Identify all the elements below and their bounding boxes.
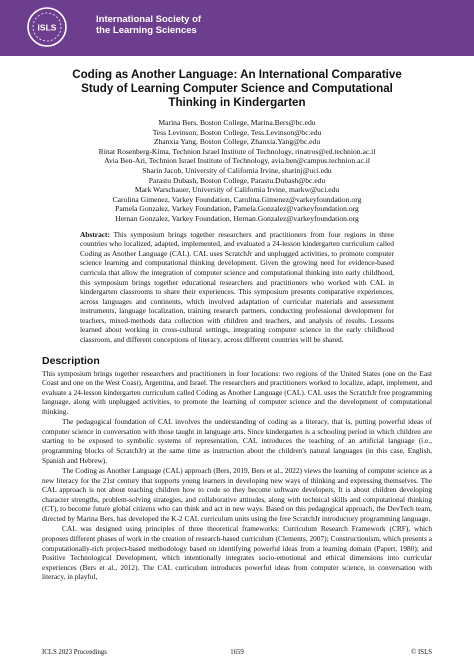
logo-badge-text: ISLS [37,22,57,33]
abstract-label: Abstract: [80,229,110,239]
author-line: Mark Warschauer, University of California Irvine, markw@uci.edu [134,185,340,195]
section-body [42,369,432,582]
paragraph: The pedagogical foundation of CAL involves the understanding of coding as a literacy, that is, putting powerful ideas of computer science in conversation with those taught in language arts. Since kindergarten is a schooling period in which children are starting to be exposed to symbolic systems of representation, CAL introduces the teaching of an artificial language (i.e., programming blocks of ScratchJr) at the same time as instruction about the children's natural languages (in this case, English, Spanish and Hebrew). [42,417,432,465]
section-title: Description [42,354,100,367]
footer-copyright: © ISLS [411,649,432,656]
paper-title: Coding as Another Language: An International Comparative Study of Learning Computer Science and Computational Thinking in Kindergarten [72,68,402,109]
author-line: Avia Ben-Ari, Technion Israel Institute of Technology, avia.ben@campus.technion.ac.il [104,156,370,166]
author-line: Parastu Dubash, Boston College, Parastu.Dubash@bc.edu [148,175,326,185]
footer-proceedings: ICLS 2023 Proceedings [42,649,107,656]
author-line: Hernan Gonzalez, Varkey Foundation, Hernan.Gonzalez@varkeyfoundation.org [115,213,359,223]
author-line: Rinat Rosenberg-Kima, Technion Israel Institute of Technology, rinatros@ed.technion.ac.il [98,146,376,156]
org-name-line1: International Society of [96,14,202,25]
paragraph: The Coding as Another Language (CAL) approach (Bers, 2019, Bers et al., 2022) views the learning of computer science as a new literacy for the 21st century that supports young learners in developing new ways of thinking and expressing themselves. The CAL approach is not about teaching children how to code so they become software developers. It is about children developing character strengths, problem-solving strategies, and collaborative attitudes, along with technical skills and computational thinking (CT), to become future global citizens who can think and act in new ways. Based on this pedagogical approach, the DevTech team, directed by Marina Bers, has developed the K-2 CAL curriculum units using the free ScratchJr introductory programming language. [42,466,432,523]
abstract-text: This symposium brings together researchers and practitioners from four regions in three countries who localized, adapted, implemented, and evaluated a 24-lesson kindergarten curriculum called Coding as Another Language (CAL). CAL uses ScratchJr and unplugged activities, to promote computer science learning and computational thinking development. Given the growing need for evidence-based curricula that allow the integration of computer science and computational thinking into early childhood, this symposium brings together educational researchers and practitioners who worked with CAL in kindergarten classrooms to share their experiences. This symposium presents comparative experiences, across languages and continents, which involved adaptation of curricular materials and assessment instruments, language localization, training research partners, conducting professional development for teachers, mixed-methods data collection with children and teachers, and analysis of results. Lessons learned about working in cross-cultural settings, integrating computer science in the early childhood classroom, and different conceptions of literacy, across different countries will be shared. [80,229,394,345]
abstract [80,230,394,345]
author-line: Sharin Jacob, University of California Irvine, sharinj@uci.edu [142,165,332,175]
author-line: Pamela Gonzalez, Varkey Foundation, Pamela.Gonzalez@varkeyfoundation.org [115,204,359,214]
header-banner [0,0,474,56]
org-name-line2: the Learning Sciences [96,25,197,36]
paper-content [42,68,432,583]
isls-logo-icon [26,6,68,48]
author-line: Zhanxia Yang, Boston College, Zhanxia.Yang@bc.edu [153,137,321,147]
author-line: Tess Levinson, Boston College, Tess.Levinson@bc.edu [152,127,322,137]
org-name [96,14,201,36]
author-line: Marina Bers, Boston College, Marina.Bers@bc.edu [158,118,316,127]
paragraph: This symposium brings together researchers and practitioners in four locations: two regions of the United States (one on the East Coast and one on the West Coast), Argentina, and Israel. The researchers and practitioners worked to localize, adapt, implement, and evaluate a 24-lesson kindergarten curriculum called Coding as Another Language (CAL). CAL uses the ScratchJr free programming language, along with unplugged activities, to promote the learning of computer science and the development of computational thinking. [42,368,432,416]
page-number: 1659 [230,649,244,656]
author-list [58,118,416,224]
author-line: Carolina Gimenez, Varkey Foundation, Carolina.Gimenez@varkeyfoundation.org [112,194,362,204]
paragraph: CAL was designed using principles of three theoretical frameworks: Curriculum Research Framework (CRF), which proposes different phases of work in the creation of research-based curriculum (Clements, 2007); Constructionism, which presents a computationally-rich project-based methodology based on identifying powerful ideas from a learning domain (Papert, 1980); and Positive Technological Development, which intentionally integrates socio-emotional and ethical dimensions into curricular experiences (Bers et al., 2012). The CAL curriculum introduces powerful ideas from computer science, in conversation with literacy, in playful, [42,524,432,582]
